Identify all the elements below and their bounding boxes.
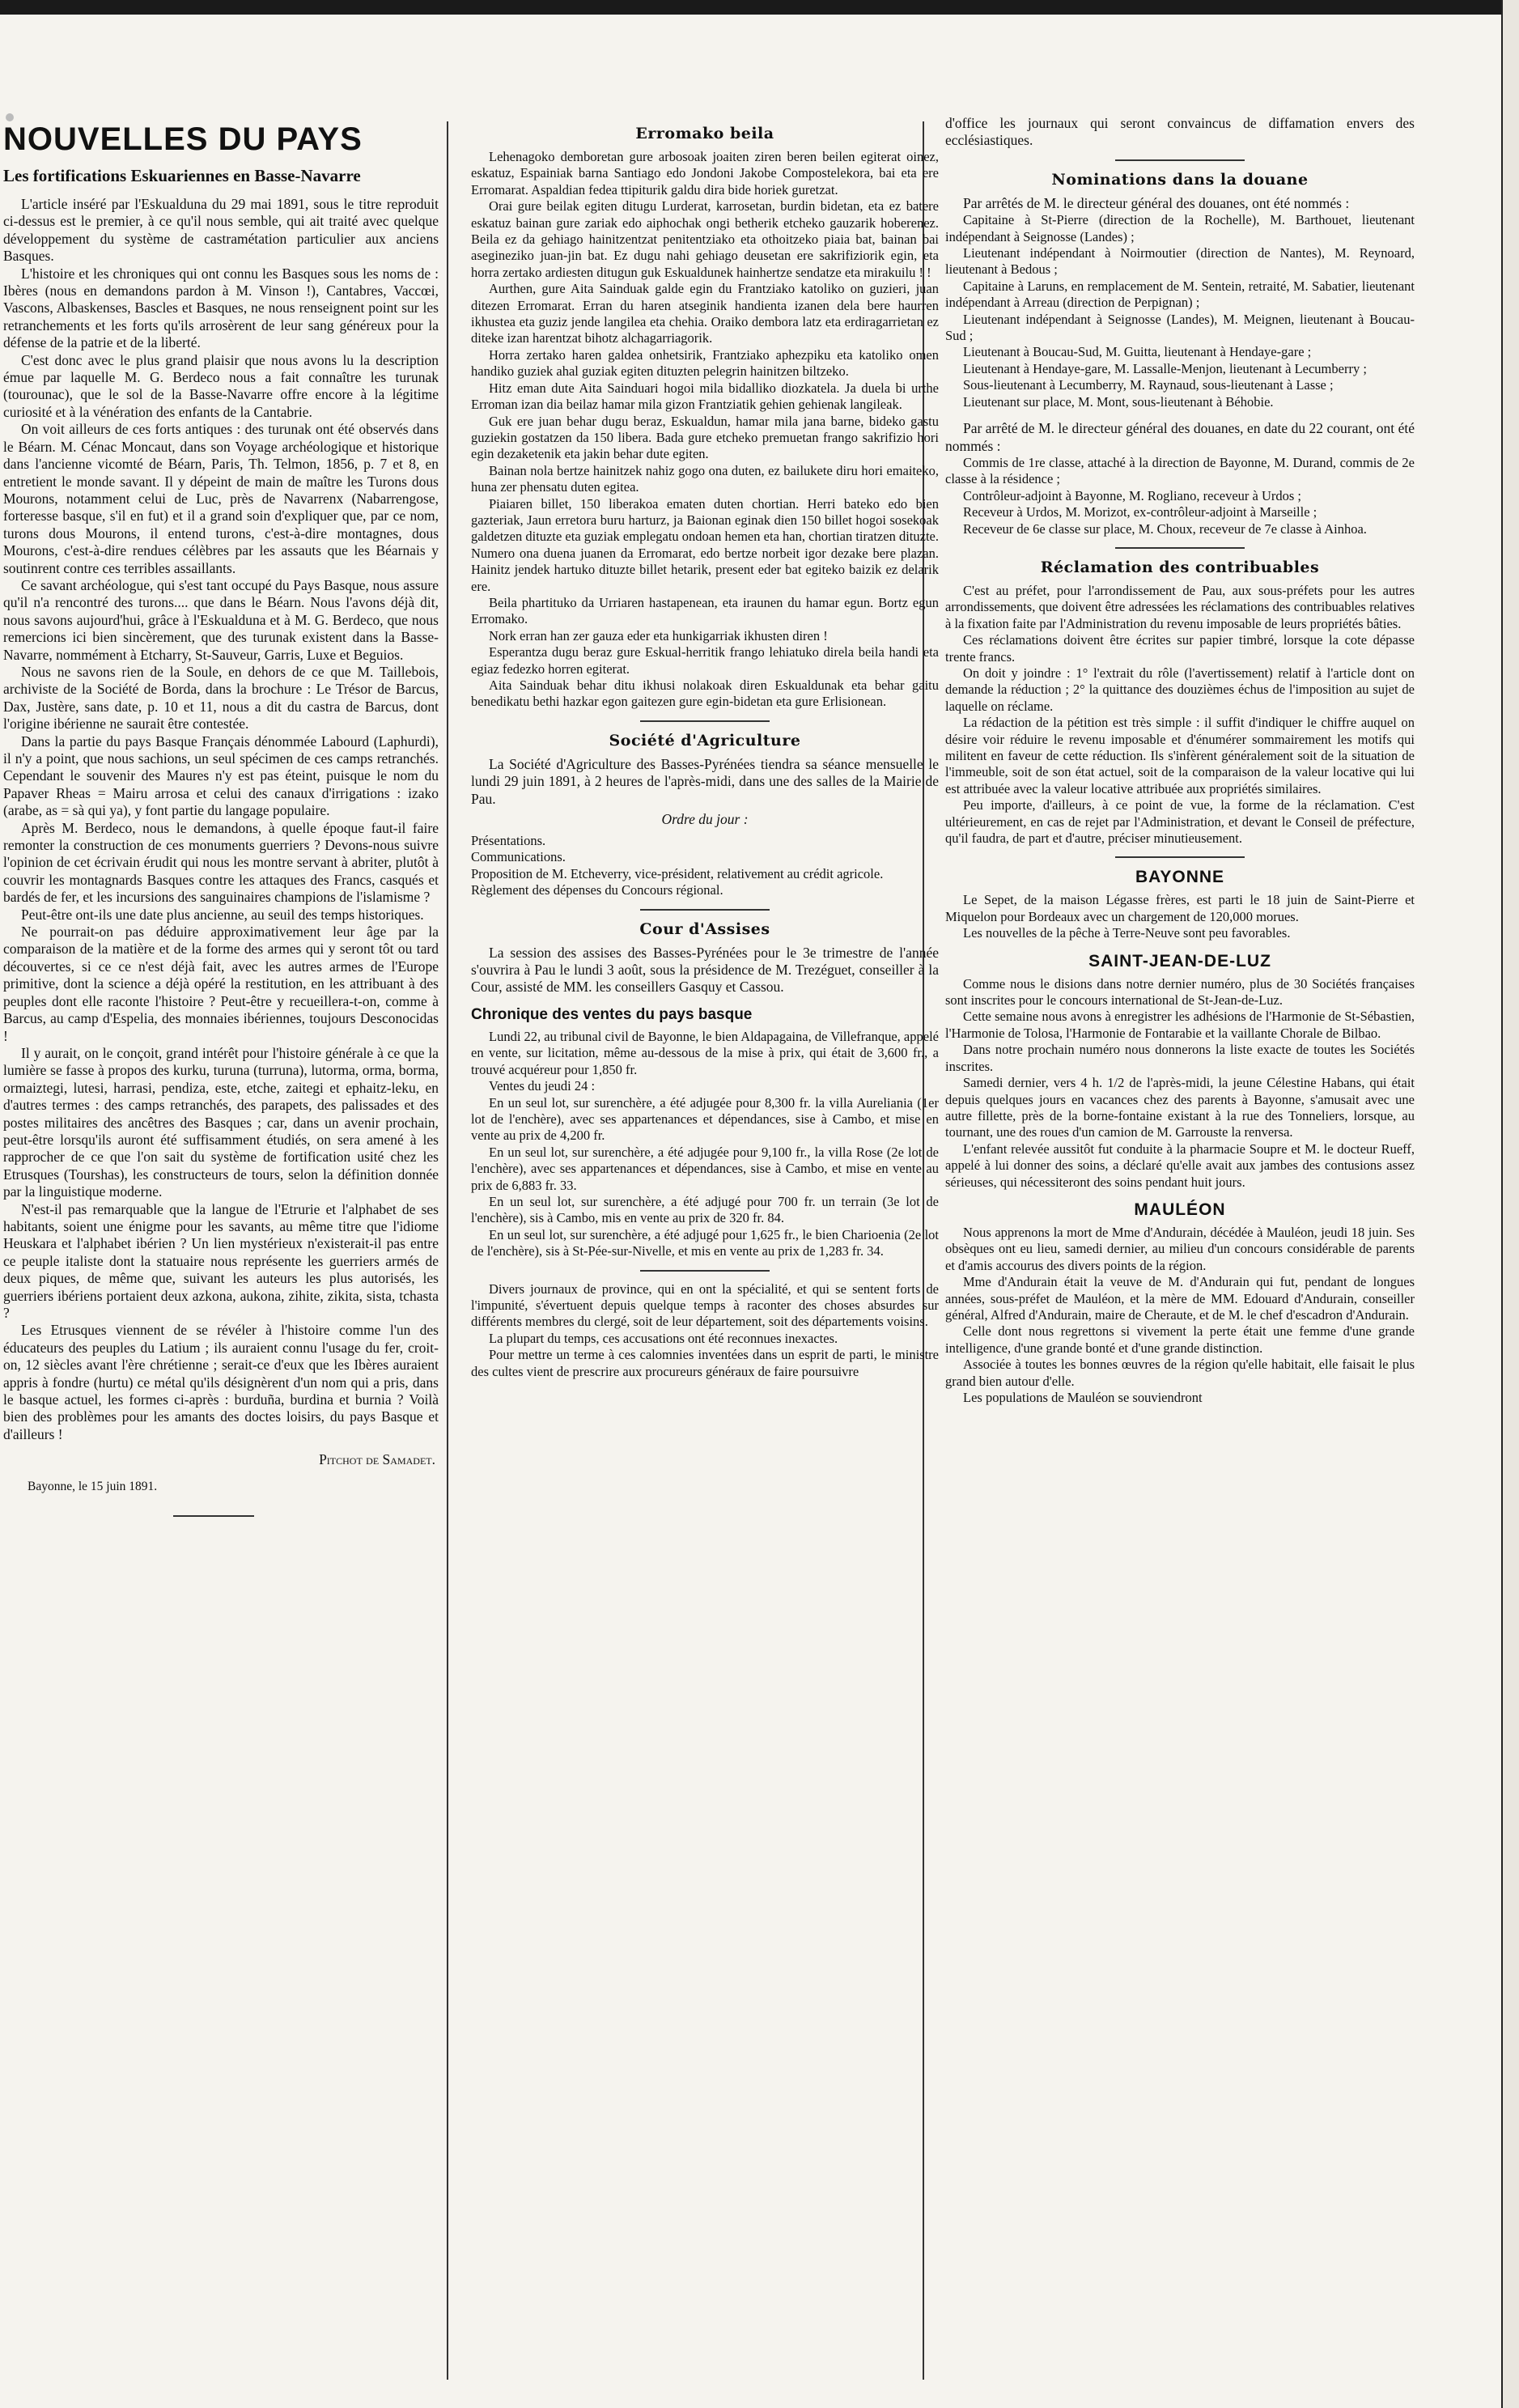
paragraph: Lieutenant indépendant à Seignosse (Landes), M. Meignen, lieutenant à Boucau-Sud ; bbox=[945, 311, 1415, 344]
separator-rule bbox=[640, 720, 770, 722]
article-title-mauleon: MAULÉON bbox=[1134, 1200, 1226, 1219]
paragraph: L'enfant relevée aussitôt fut conduite à la pharmacie Soupre et M. le docteur Rueff, appelé à lui donner des soins, a déclaré qu'elle avait aux jambes des contusions assez sérieuses, qui nécessiteront des soins pendant huit jours. bbox=[945, 1140, 1415, 1190]
column-1 bbox=[3, 115, 439, 2381]
douane-intro: Par arrêtés de M. le directeur général des douanes, ont été nommés : bbox=[963, 194, 1350, 211]
article-dateline: Bayonne, le 15 juin 1891. bbox=[28, 1480, 158, 1494]
article-signature: Pitchot de Samadet. bbox=[319, 1451, 435, 1468]
paragraph: Beila phartituko da Urriaren hastapenean, eta iraunen du hamar egun. Bortz egun Erromako. bbox=[471, 594, 939, 627]
douane-intro-2: Par arrêté de M. le directeur général des douanes, en date du 22 courant, ont été nommés : bbox=[945, 420, 1415, 454]
article-body-mauleon bbox=[945, 1225, 1415, 1406]
paragraph: Receveur à Urdos, M. Morizot, ex-contrôleur-adjoint à Marseille ; bbox=[963, 504, 1317, 520]
agriculture-agenda-list bbox=[471, 833, 939, 899]
paragraph: Contrôleur-adjoint à Bayonne, M. Rogliano, receveur à Urdos ; bbox=[963, 487, 1302, 503]
paragraph: Proposition de M. Etcheverry, vice-président, relativement au crédit agricole. bbox=[471, 865, 884, 881]
paragraph: Divers journaux de province, qui en ont la spécialité, et qui se sentent forts de l'impunité, s'évertuent depuis quelque temps à raconter des choses absurdes sur différents membres du clergé, soit de leur département, soit des départements voisins. bbox=[471, 1280, 939, 1330]
paragraph: Peut-être ont-ils une date plus ancienne, au seuil des temps historiques. bbox=[21, 906, 424, 923]
paragraph: Capitaine à Laruns, en remplacement de M. Sentein, retraité, M. Sabatier, lieutenant indépendant à Arreau (direction de Perpignan) ; bbox=[945, 278, 1415, 311]
agriculture-intro: La Société d'Agriculture des Basses-Pyrénées tiendra sa séance mensuelle le lundi 29 juin 1891, à 2 heures de l'après-midi, dans une des salles de la Mairie de Pau. bbox=[471, 755, 939, 807]
paragraph: L'histoire et les chroniques qui ont connu les Basques sous les noms de : Ibères (nous en demandons pardon à M. Vinson !), Cantabres, Vaccœi, Vascons, Albaskenses, Bascles et Basques, ne nous renseignent point sur les retranchements et les forts qu'ils arrosèrent de leur sang généreux pour la défense de la patrie et de la liberté. bbox=[3, 265, 439, 351]
paragraph: Esperantza dugu beraz gure Eskual-herritik frango lehiatuko direla beila handi eta egiaz fedezko horren egiterat. bbox=[471, 644, 939, 677]
paragraph: Les Etrusques viennent de se révéler à l'histoire comme l'un des éducateurs des peuples du Latium ; ils auraient connu l'usage du fer, croit-on, 12 siècles avant l'ère chrétienne ; serait-ce d'eux que les Ibères auraient appris à fondre (hurtu) ce métal qu'ils désignèrent d'un nom qui a pris, dans le basque actuel, les formes ci-après : burduña, burdina et burnia ? Voilà bien des problèmes pour les amants des doctes loisirs, du pays Basque et d'ailleurs ! bbox=[3, 1322, 439, 1442]
paragraph: Horra zertako haren galdea onhetsirik, Frantziako aphezpiku eta katoliko omen handiko guziek ahal guziak egiten dituzten pelegrin hainitzen biltzeko. bbox=[471, 346, 939, 380]
paragraph: Mme d'Andurain était la veuve de M. d'Andurain qui fut, pendant de longues années, sous-préfet de Mauléon, et la mère de MM. Edouard d'Andurain, conseiller général, Alfred d'Andurain, maire de Cheraute, et de M. le chef d'escadron d'Andurain. bbox=[945, 1274, 1415, 1323]
article-body-fortifications bbox=[3, 196, 439, 1443]
paragraph: Communications. bbox=[471, 849, 566, 865]
agriculture-order-label: Ordre du jour : bbox=[661, 811, 749, 828]
paragraph: Guk ere juan behar dugu beraz, Eskualdun, hamar mila jana barne, bideko gastu guziekin gostatzen da 150 libera. Bada gure etcheko premuetan frango sakrifizio hori egin dezaketenik eta jakin behar dute egiten. bbox=[471, 413, 939, 462]
article-body-erromako-beila bbox=[471, 149, 939, 711]
paragraph: Celle dont nous regrettons si vivement la perte était une femme d'une grande intelligence, d'une grande bonté et d'une grande distinction. bbox=[945, 1323, 1415, 1356]
paragraph: Lehenagoko demboretan gure arbosoak joaiten ziren beren beilen egiterat oinez, eskatuz, Espainiak barna Santiago edo Jondoni Jakobe Compostelekora, bai eta ere Erromarat. Aspaldian fedea ttipiturik galdu dira bide horiek guretzat. bbox=[471, 149, 939, 197]
paragraph: Orai gure beilak egiten ditugu Lurderat, karrosetan, burdin bidetan, eta ez batere eskatuz bainan gure zariak edo aiphochak ongi betherik etcheko gauzarik hoberenez. Beila ez da gehiago hainitzentzat penitentziako eta othoitzeko piaia bat, bainan bai asegineziko juan-jin bat. Ez dugu nahi gehiago deusetan ere sakrifiziorik egin, eta horra zertako ardiesten ditugun guk Eskualdunek hainhertze sendatze eta mirakuilu ! ! bbox=[471, 198, 939, 280]
article-body-bayonne bbox=[945, 892, 1415, 941]
article-body-reclamation bbox=[945, 583, 1415, 847]
paragraph: Sous-lieutenant à Lecumberry, M. Raynaud, sous-lieutenant à Lasse ; bbox=[963, 377, 1334, 393]
paragraph: Dans notre prochain numéro nous donnerons la liste exacte de toutes les Sociétés inscrites. bbox=[945, 1042, 1415, 1074]
article-title-cour-assises: Cour d'Assises bbox=[639, 919, 770, 938]
paragraph: En un seul lot, sur surenchère, a été adjugée pour 9,100 fr., la villa Rose (2e lot de l'enchère), avec ses appartenances et dépendances, sise à Cambo, et mise en vente au prix de 6,883 fr. 33. bbox=[471, 1144, 939, 1193]
assises-paragraph: La session des assises des Basses-Pyrénées pour le 3e trimestre de l'année s'ouvrira à Pau le lundi 3 août, sous la présidence de M. Trezéguet, conseiller à la Cour, assisté de MM. les conseillers Gasquy et Cassou. bbox=[471, 944, 939, 996]
paragraph: La plupart du temps, ces accusations ont été reconnues inexactes. bbox=[489, 1330, 838, 1346]
article-title-societe-agriculture: Société d'Agriculture bbox=[609, 731, 801, 750]
paragraph: On doit y joindre : 1° l'extrait du rôle (l'avertissement) relatif à l'article dont on demande la réduction ; 2° la quittance des douzièmes échus de l'imposition au sujet de laquelle on réclame. bbox=[945, 665, 1415, 714]
paragraph: En un seul lot, sur surenchère, a été adjugée pour 8,300 fr. la villa Aureliania (1er lot de l'enchère), avec ses appartenances et dépendances, sise à Cambo, et mise en vente au prix de 4,200 fr. bbox=[471, 1094, 939, 1144]
paragraph: Associée à toutes les bonnes œuvres de la région qu'elle habitait, elle faisait le plus grand bien autour d'elle. bbox=[945, 1357, 1415, 1389]
paragraph: Nous apprenons la mort de Mme d'Andurain, décédée à Mauléon, jeudi 18 juin. Ses obsèques ont eu lieu, samedi dernier, au milieu d'un concours considérable de parents et d'amis accourus des divers points de la région. bbox=[945, 1224, 1415, 1273]
paragraph: Ces réclamations doivent être écrites sur papier timbré, lorsque la cote dépasse trente francs. bbox=[945, 632, 1415, 665]
paragraph: Ne pourrait-on pas déduire approximativement leur âge par la comparaison de la matière et de la forme des armes qui y seront tôt ou tard découvertes, si ce ce n'est déjà fait, avec les autres armes de l'Europe primitive, dont la science a déjà opéré la restitution, en les attribuant à des peuples dont elle raconte l'histoire ? Peut-être y recueillera-t-on, comme à Barcus, au camp d'Espelia, des monnaies ibériennes, toujours Desconocidas ! bbox=[3, 924, 439, 1044]
paragraph: Les nouvelles de la pêche à Terre-Neuve sont peu favorables. bbox=[963, 925, 1291, 941]
end-rule bbox=[173, 1515, 254, 1517]
article-title-chronique-ventes: Chronique des ventes du pays basque bbox=[471, 1005, 753, 1023]
column-3 bbox=[945, 115, 1415, 2381]
article-body-chronique-ventes bbox=[471, 1029, 939, 1260]
paragraph: Cette semaine nous avons à enregistrer les adhésions de l'Harmonie de St-Sébastien, l'Harmonie de Tolosa, l'Harmonie de Fontarabie et la vaillante Chorale de Bilbao. bbox=[945, 1009, 1415, 1041]
paragraph: Lieutenant sur place, M. Mont, sous-lieutenant à Béhobie. bbox=[963, 393, 1274, 410]
article-title-saint-jean-de-luz: SAINT-JEAN-DE-LUZ bbox=[1088, 951, 1271, 970]
paragraph: Pour mettre un terme à ces calomnies inventées dans un esprit de parti, le ministre des cultes vient de prescrire aux procureurs généraux de faire poursuivre bbox=[471, 1347, 939, 1379]
paragraph: Lundi 22, au tribunal civil de Bayonne, le bien Aldapagaina, de Villefranque, appelé en vente, sur licitation, même au-dessous de la mise à prix, qui était de 3,600 fr., a trouvé acquéreur pour 1,850 fr. bbox=[471, 1028, 939, 1077]
paragraph: L'article inséré par l'Eskualduna du 29 mai 1891, sous le titre reproduit ci-dessus est le premier, à ce qu'il nous semble, qui ait traité avec quelque développement du système de castramétation particulier aux anciens Basques. bbox=[3, 196, 439, 265]
paragraph: En un seul lot, sur surenchère, a été adjugé pour 1,625 fr., le bien Charioenia (2e lot de l'enchère), sis à St-Pée-sur-Nivelle, et mis en vente au prix de 1,283 fr. 34. bbox=[471, 1226, 939, 1259]
column-2 bbox=[471, 115, 939, 2381]
paragraph: Bainan nola bertze hainitzek nahiz gogo ona duten, ez bailukete diru hori emaiteko, huna zer phensatu duten egitea. bbox=[471, 462, 939, 495]
paragraph: Lieutenant à Boucau-Sud, M. Guitta, lieutenant à Hendaye-gare ; bbox=[963, 344, 1312, 360]
paragraph: Ventes du jeudi 24 : bbox=[489, 1078, 596, 1094]
paragraph: Comme nous le disions dans notre dernier numéro, plus de 30 Sociétés françaises sont inscrites pour le concours international de St-Jean-de-Luz. bbox=[945, 975, 1415, 1009]
paragraph: C'est au préfet, pour l'arrondissement de Pau, aux sous-préfets pour les autres arrondissements, que doivent être adressées les réclamations des contribuables relatives à la fixation faite par l'Administration du revenu imposable de leurs propriétés bâties. bbox=[945, 582, 1415, 631]
paragraph: Aita Sainduak behar ditu ikhusi nolakoak diren Eskualdunak eta behar gaitu benedikatu bethi hazkar egon gaitezen gure egin-bidetan eta gure Erlisionean. bbox=[471, 677, 939, 710]
douane-nominations-list bbox=[945, 212, 1415, 410]
paragraph: Peu importe, d'ailleurs, à ce point de vue, la forme de la réclamation. C'est ultérieurement, en cas de rejet par l'Administration, et devant le Conseil de préfecture, qu'il faudra, de part et d'autre, préciser minutieusement. bbox=[945, 797, 1415, 847]
section-title-nouvelles: NOUVELLES DU PAYS bbox=[3, 121, 363, 157]
paragraph: C'est donc avec le plus grand plaisir que nous avons lu la description émue par laquelle M. G. Berdeco nous a fait connaître les turunak (tourounac), que le sol de la Basse-Navarre offre encore à la légitime curiosité et à la vénération des enfants de la Cantabrie. bbox=[3, 351, 439, 420]
scan-right-edge bbox=[1501, 0, 1519, 2408]
paragraph: Commis de 1re classe, attaché à la direction de Bayonne, M. Durand, commis de 2e classe à la résidence ; bbox=[945, 454, 1415, 487]
paragraph: Lieutenant à Hendaye-gare, M. Lassalle-Menjon, lieutenant à Lecumberry ; bbox=[963, 360, 1367, 376]
paragraph: Nork erran han zer gauza eder eta hunkigarriak ikhusten diren ! bbox=[489, 627, 828, 643]
scan-top-border bbox=[0, 0, 1519, 15]
paragraph: Lieutenant indépendant à Noirmoutier (direction de Nantes), M. Reynoard, lieutenant à Bedous ; bbox=[945, 245, 1415, 278]
separator-rule bbox=[1115, 856, 1245, 858]
paragraph: Règlement des dépenses du Concours régional. bbox=[471, 882, 723, 898]
article-title-bayonne: BAYONNE bbox=[1135, 868, 1225, 887]
article-title-reclamation: Réclamation des contribuables bbox=[1040, 558, 1320, 576]
continued-paragraph: d'office les journaux qui seront convaincus de diffamation envers des ecclésiastiques. bbox=[945, 115, 1415, 149]
paragraph: La rédaction de la pétition est très simple : il suffit d'indiquer le chiffre auquel on désire voir réduire le revenu imposable et d'énumérer sommairement les motifs qui militent en faveur de cette réduction. Ils s'infèrent généralement soit de la situation de l'immeuble, soit de son état actuel, soit de la comparaison de la valeur locative qui lui est attribuée avec la valeur locative attribuée aux propriétés similaires. bbox=[945, 715, 1415, 796]
paragraph: Nous ne savons rien de la Soule, en dehors de ce que M. Taillebois, archiviste de la Société de Borda, dans la brochure : Le Trésor de Barcus, Dax, Justère, sans date, p. 10 et 11, nous a dit du castra de Barcus, dont l'origine ibérienne ne saurait être contestée. bbox=[3, 663, 439, 733]
paragraph: Hitz eman dute Aita Sainduari hogoi mila bidalliko diozkatela. Ja duela bi urthe Erroman izan dia beilaz hamar mila gizon Frantziatik gehien gehienak langileak. bbox=[471, 380, 939, 413]
paragraph: Il y aurait, on le conçoit, grand intérêt pour l'histoire générale à ce que la lumière se fasse à propos des kurku, turuna (turruna), lutorma, orma, borma, ormaiztegi, lutesi, harrasi, pendiza, este, etche, zaitegi et ephaitz-leku, en d'autres termes : des camps retranchés, des parapets, des palissades et des postes militaires des ancêtres des Basques ; car, dans un avenir prochain, peut-être lorsqu'ils auront été suffisamment étudiés, on sera amené à les rapprocher de ce que l'on sait du système de fortification usité chez les Etrusques (Tourshas), les constructeurs de tours, selon la définition donnée par la linguistique moderne. bbox=[3, 1044, 439, 1200]
separator-rule bbox=[1115, 159, 1245, 161]
article-body-saint-jean-de-luz bbox=[945, 976, 1415, 1191]
paragraph: Samedi dernier, vers 4 h. 1/2 de l'après-midi, la jeune Célestine Habans, qui était depuis quelques jours en vacances chez des parents à Bayonne, s'amusait avec une autre fillette, près de la borne-fontaine existant à la rue des Tonneliers, lorsque, au tournant, une des roues d'un camion de M. Garrouste la renversa. bbox=[945, 1075, 1415, 1140]
article-title-nominations-douane: Nominations dans la douane bbox=[1051, 170, 1309, 189]
separator-rule bbox=[1115, 547, 1245, 549]
paragraph: Aurthen, gure Aita Sainduak galde egin du Frantziako katoliko on guzieri, juan ditezen Erromarat. Erran du haren atseginik handienta izanen dela bere haurren ikhustea eta guziz jende langilea eta chehia. Oraiko dembora latz eta erdiragarrietan ez diteke izan harentzat bihotz alchagarriagorik. bbox=[471, 281, 939, 346]
paragraph: Dans la partie du pays Basque Français dénommée Labourd (Laphurdi), il n'y a point, que nous sachions, un seul spécimen de ces camps retranchés. Cependant le souvenir des Maures n'y est pas éteint, puisque le nom du Papaver Rheas = Mairu arrosa et celui des canaux d'irrigations : izako (arabe, as = sà qui ya), y font partie du langage populaire. bbox=[3, 733, 439, 819]
paragraph: Receveur de 6e classe sur place, M. Choux, receveur de 7e classe à Ainhoa. bbox=[963, 520, 1367, 537]
paragraph: Ce savant archéologue, qui s'est tant occupé du Pays Basque, nous assure qu'il n'a rencontré des turons.... que dans le Béarn. Nous l'avons déjà dit, nous savons aujourd'hui, grâce à l'Eskualduna et à M. G. Berdeco, que nous remercions ici bien sincèrement, que des turunak existent dans la Basse-Navarre, nommément à Etcharry, St-Sauveur, Garris, Luxe et Beguios. bbox=[3, 576, 439, 663]
column-rule-1 bbox=[447, 121, 448, 2380]
article-title-erromako-beila: Erromako beila bbox=[635, 125, 774, 142]
article-body-clerge bbox=[471, 1281, 939, 1380]
paragraph: On voit ailleurs de ces forts antiques : des turunak ont été observés dans le Béarn. M. Cénac Moncaut, dans son Voyage archéologique et historique dans l'ancienne vicomté de Béarn, Paris, Th. Telmon, 1856, p. 7 et 8, en entretient le monde savant. Il y dépeint de main de maître les Turons dous Mourons, notamment celui de Luc, près de Navarrenx (Nabarrengose, forteresse basque, s'il en fut) et il a grand soin d'expliquer que, par ce nom, turons dous Mourons, il entend turons, c'est-à-dire montagnes, dous Mourons, c'est-à-dire rendues célèbres par les assauts que les Béarnais y soutinrent contre ces terribles assaillants. bbox=[3, 421, 439, 576]
paragraph: Présentations. bbox=[471, 833, 546, 849]
paragraph: Piaiaren billet, 150 liberakoa ematen duten chortian. Herri bateko edo bien gazteriak, Jaun erretora buru harturz, ja Baionan eginak dien 150 billet hogoi sosekoak galdetzen dituzte eta guziak emplegatu ondoan hemen eta han, chortian tiratzen dituzte. Numero ona duena juanen da Erromarat, edo bertze norbeit igor dezake bere plazan. Hainitz jendek hartuko dituzte billet hetarik, present eder bat egiteko baizik ez delarik ere. bbox=[471, 495, 939, 594]
article-title-fortifications: Les fortifications Eskuariennes en Basse-Navarre bbox=[3, 166, 361, 185]
paragraph: N'est-il pas remarquable que la langue de l'Etrurie et l'alphabet de ses habitants, soient une énigme pour les savants, au même titre que l'idiome Heuskara et l'alphabet ibérien ? Un lien mystérieux n'existerait-il pas entre ce peuple italiste dont la statuaire nous représente les guerriers armés de deux piques, de même que, suivant les auteurs les plus autorisés, les guerriers ibériens portaient deux azkona, aukona, zihite, zikita, sista, tchasta ? bbox=[3, 1200, 439, 1321]
paragraph: En un seul lot, sur surenchère, a été adjugé pour 700 fr. un terrain (3e lot de l'enchère), sis à Cambo, mis en vente au prix de 320 fr. 84. bbox=[471, 1193, 939, 1226]
paragraph: Les populations de Mauléon se souviendront bbox=[963, 1390, 1203, 1405]
separator-rule bbox=[640, 1270, 770, 1272]
paragraph: Capitaine à St-Pierre (direction de la Rochelle), M. Barthouet, lieutenant indépendant à Seignosse (Landes) ; bbox=[945, 212, 1415, 244]
douane-nominations-list-2 bbox=[945, 455, 1415, 537]
paragraph: Le Sepet, de la maison Légasse frères, est parti le 18 juin de Saint-Pierre et Miquelon pour Bordeaux avec un chargement de 120,000 morues. bbox=[945, 892, 1415, 924]
paragraph: Après M. Berdeco, nous le demandons, à quelle époque faut-il faire remonter la construction de ces monuments guerriers ? Devons-nous suivre l'opinion de cet écrivain érudit qui nous les montre servant à abriter, plutôt à couvrir les montagnards Basques contre les attaques des Francs, casqués et bardés de fer, et les incursions des sanguinaires champions de l'islamisme ? bbox=[3, 819, 439, 906]
separator-rule bbox=[640, 909, 770, 911]
